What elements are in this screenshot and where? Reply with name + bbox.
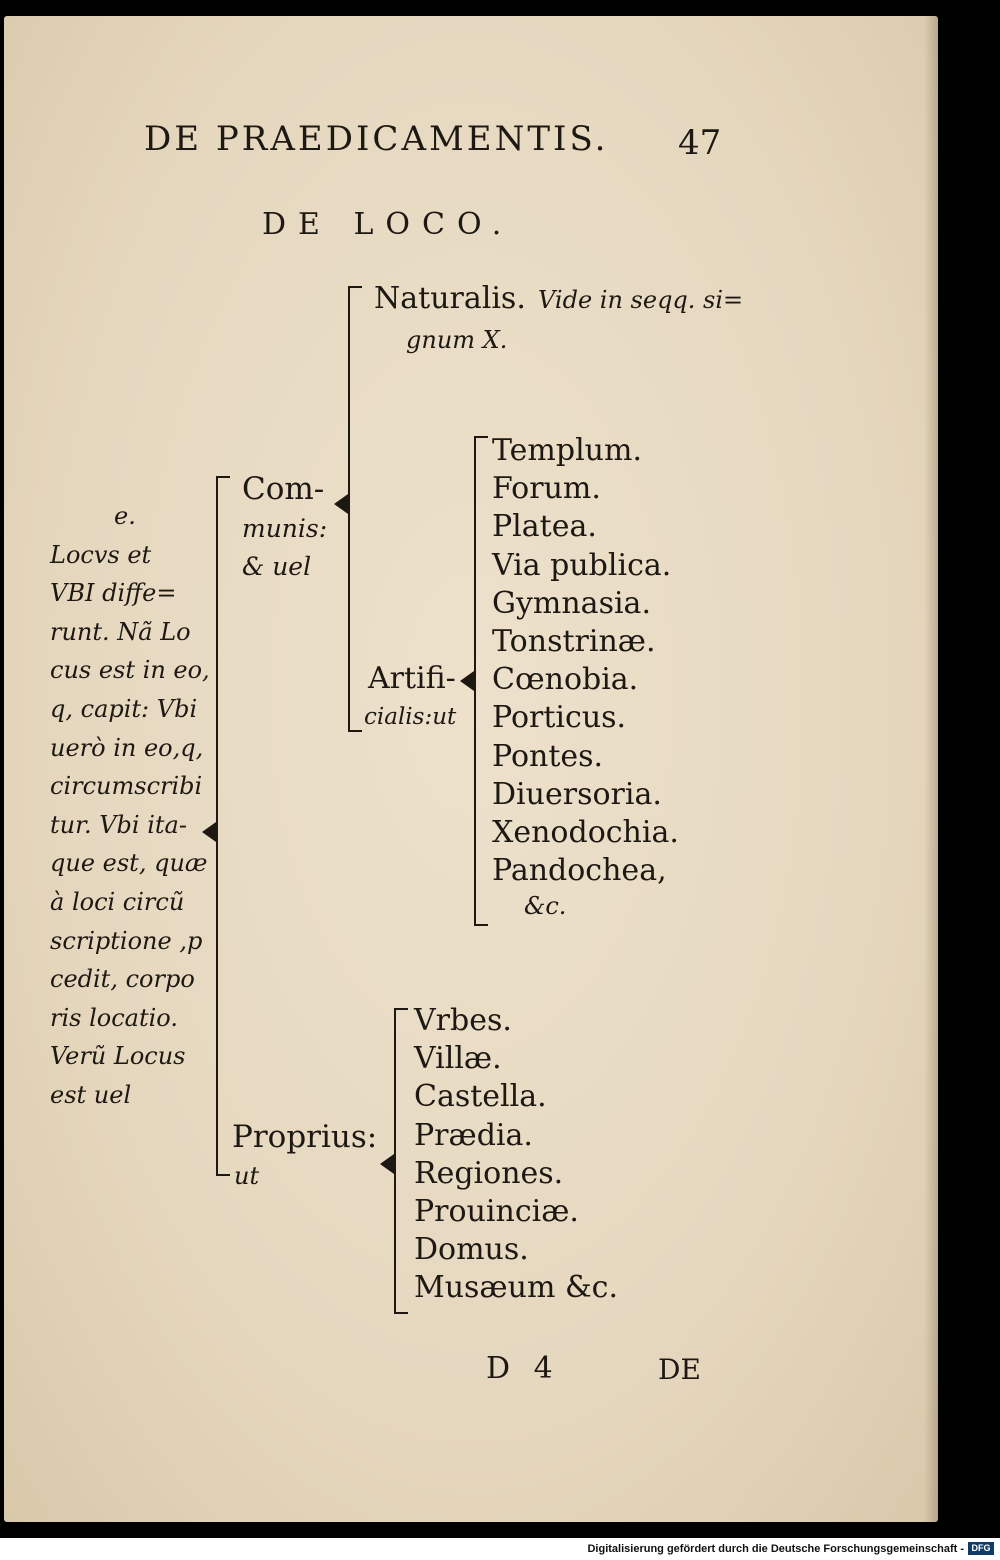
brace-communis	[348, 286, 362, 732]
artificialis-item: Tonstrinæ.	[492, 624, 656, 659]
marginal-note-line: que est, quæ	[50, 849, 208, 878]
artificialis-item: Cœnobia.	[492, 662, 639, 698]
brace-locus-tip	[202, 822, 216, 842]
marginal-note-line: ris locatio.	[50, 1003, 178, 1032]
artificialis-item: Diuersoria.	[492, 776, 662, 812]
communis-label-1: Com-	[242, 471, 325, 507]
marginal-note-line: à loci circũ	[50, 888, 185, 916]
running-title: DE PRAEDICAMENTIS.	[144, 119, 609, 159]
book-page	[4, 16, 938, 1522]
proprius-item: Vrbes.	[414, 1003, 512, 1038]
section-title: DE LOCO.	[262, 207, 514, 242]
brace-artificialis	[474, 436, 488, 926]
brace-artificialis-tip	[460, 671, 474, 691]
artificialis-label-2: cialis:ut	[364, 704, 457, 730]
marginal-note-line: est uel	[50, 1081, 132, 1109]
marginal-note-line: VBI diffe=	[50, 579, 177, 608]
marginal-note-line: scriptione ,p	[50, 926, 203, 955]
marginal-note-line: uerò in eo,q,	[50, 733, 204, 762]
marginal-note-line: runt. Nã Lo	[50, 617, 191, 646]
naturalis-note-1: Vide in seqq. si=	[538, 286, 744, 314]
artificialis-item: Pontes.	[492, 738, 604, 774]
marginal-note-line: q, capit: Vbi	[50, 695, 198, 723]
brace-communis-tip	[334, 494, 348, 514]
proprius-item: Prouinciæ.	[414, 1194, 579, 1229]
artificialis-item: Xenodochia.	[492, 815, 679, 850]
artificialis-item: Porticus.	[492, 700, 627, 736]
proprius-label-2: ut	[234, 1162, 260, 1190]
proprius-item: Prædia.	[414, 1117, 533, 1153]
artificialis-item: &c.	[524, 892, 567, 921]
artificialis-item: Gymnasia.	[492, 585, 651, 621]
proprius-item: Domus.	[414, 1232, 529, 1268]
artificialis-item: Templum.	[492, 433, 642, 468]
brace-proprius	[394, 1008, 408, 1314]
page-number: 47	[678, 123, 722, 163]
communis-label-3: & uel	[242, 552, 312, 581]
footer-credit: Digitalisierung gefördert durch die Deutsche Forschungsgemeinschaft -	[587, 1543, 964, 1555]
brace-proprius-tip	[380, 1154, 394, 1174]
proprius-item: Regiones.	[414, 1155, 564, 1191]
marginal-note-line: Verũ Locus	[50, 1042, 186, 1071]
proprius-item: Musæum &c.	[414, 1270, 618, 1306]
marginal-note-line: tur. Vbi ita-	[50, 810, 187, 839]
marginal-note-line: cus est in eo,	[50, 656, 210, 685]
footer-strip	[0, 1538, 1000, 1560]
marginal-note-line: cedit, corpo	[50, 965, 195, 994]
artificialis-item: Forum.	[492, 471, 601, 507]
communis-label-2: munis:	[242, 514, 328, 543]
dfg-logo: DFG	[968, 1542, 994, 1555]
naturalis-note-2: gnum X.	[406, 326, 508, 354]
proprius-item: Castella.	[414, 1079, 547, 1115]
brace-locus	[216, 476, 230, 1176]
signature-mark: D 4	[486, 1351, 553, 1386]
catchword: DE	[658, 1353, 701, 1386]
proprius-label-1: Proprius:	[232, 1119, 378, 1155]
artificialis-item: Via publica.	[492, 547, 672, 583]
naturalis-label: Naturalis.	[374, 281, 526, 316]
marginal-note-line: circumscribi	[50, 772, 203, 801]
artificialis-item: Pandochea,	[492, 853, 667, 889]
marginal-note-line: Locvs et	[50, 540, 152, 569]
artificialis-item: Platea.	[492, 509, 597, 545]
proprius-item: Villæ.	[414, 1041, 502, 1077]
artificialis-label-1: Artifi-	[368, 661, 456, 696]
marginal-note-line: e.	[114, 502, 136, 530]
